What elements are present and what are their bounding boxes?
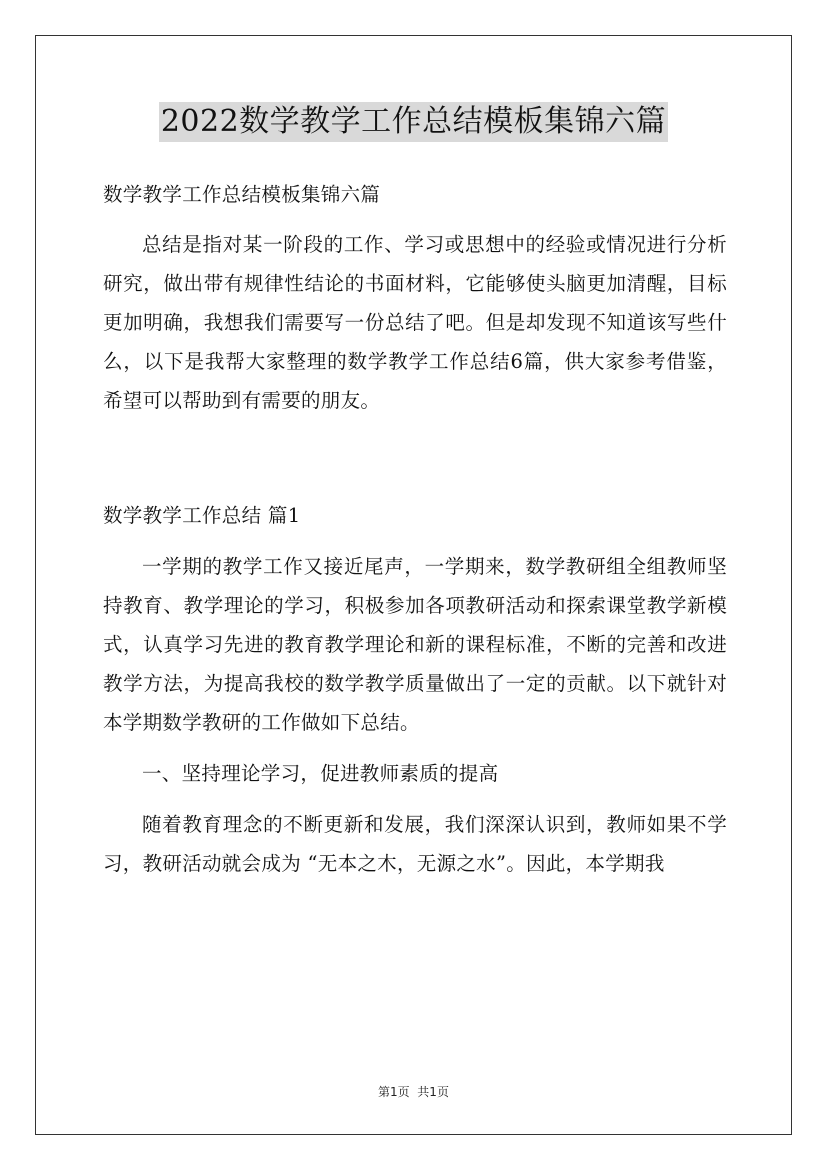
title-container	[0, 102, 827, 142]
document-subtitle: 数学教学工作总结模板集锦六篇	[103, 183, 381, 206]
page-number: 第1页 共1页	[378, 1085, 449, 1099]
section-paragraph-2: 随着教育理念的不断更新和发展，我们深深认识到，教师如果不学习，教研活动就会成为 “无本之木，无源之水”。因此，本学期我	[103, 813, 727, 875]
section-heading: 数学教学工作总结 篇1	[103, 504, 301, 527]
page-footer	[0, 1083, 827, 1100]
document-body	[103, 175, 727, 883]
intro-paragraph: 总结是指对某一阶段的工作、学习或思想中的经验或情况进行分析研究，做出带有规律性结论的书面材料，它能够使头脑更加清醒，目标更加明确，我想我们需要写一份总结了吧。但是却发现不知道该写些什么，以下是我帮大家整理的数学教学工作总结6篇，供大家参考借鉴，希望可以帮助到有需要的朋友。	[103, 233, 727, 412]
document-title: 2022数学教学工作总结模板集锦六篇	[159, 102, 668, 142]
section-paragraph-1: 一学期的教学工作又接近尾声，一学期来，数学教研组全组教师坚持教育、教学理论的学习，积极参加各项教研活动和探索课堂教学新模式，认真学习先进的教育教学理论和新的课程标准，不断的完善和改进教学方法，为提高我校的数学教学质量做出了一定的贡献。以下就针对本学期数学教研的工作做如下总结。	[103, 555, 727, 734]
section-subheading: 一、坚持理论学习，促进教师素质的提高	[142, 762, 499, 785]
